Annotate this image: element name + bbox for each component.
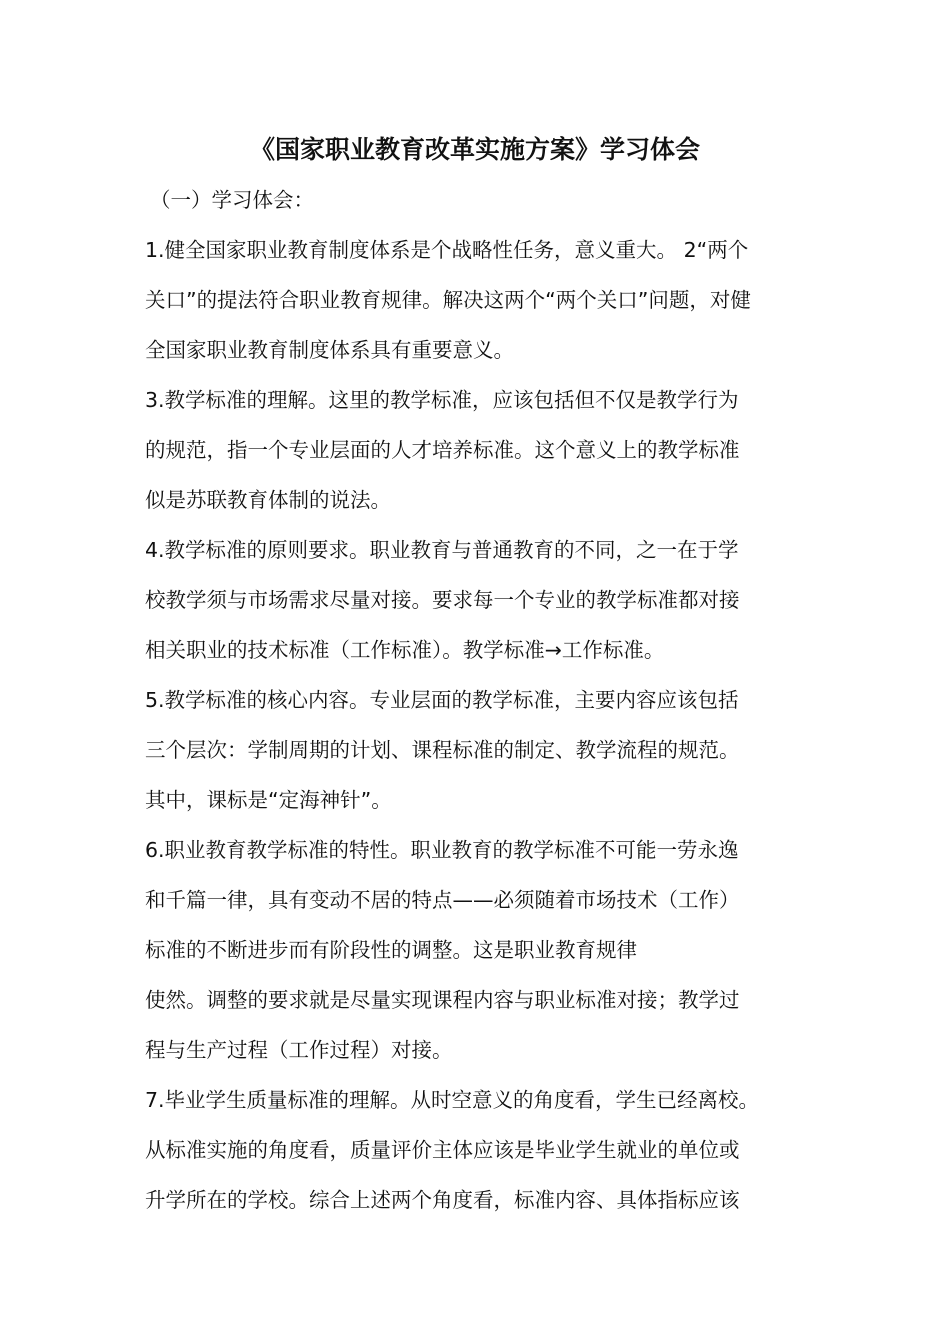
paragraph-line: 7.毕业学生质量标准的理解。从时空意义的角度看，学生已经离校。 xyxy=(145,1088,760,1112)
section-heading: （一）学习体会： xyxy=(150,188,314,212)
paragraph-line: 关口”的提法符合职业教育规律。解决这两个“两个关口”问题，对健 xyxy=(145,288,751,312)
document-title: 《国家职业教育改革实施方案》学习体会 xyxy=(249,135,700,164)
paragraph-line: 升学所在的学校。综合上述两个角度看，标准内容、具体指标应该 xyxy=(145,1188,740,1212)
paragraph-line: 全国家职业教育制度体系具有重要意义。 xyxy=(145,338,514,362)
paragraph-line: 从标准实施的角度看，质量评价主体应该是毕业学生就业的单位或 xyxy=(145,1138,740,1162)
paragraph-line: 三个层次：学制周期的计划、课程标准的制定、教学流程的规范。 xyxy=(145,738,740,762)
paragraph-line: 似是苏联教育体制的说法。 xyxy=(145,488,391,512)
paragraph-line: 6.职业教育教学标准的特性。职业教育的教学标准不可能一劳永逸 xyxy=(145,838,739,862)
paragraph-line: 和千篇一律，具有变动不居的特点——必须随着市场技术（工作） xyxy=(145,888,740,912)
paragraph-line: 使然。调整的要求就是尽量实现课程内容与职业标准对接；教学过 xyxy=(145,988,740,1012)
paragraph-line: 3.教学标准的理解。这里的教学标准，应该包括但不仅是教学行为 xyxy=(145,388,739,412)
paragraph-line: 4.教学标准的原则要求。职业教育与普通教育的不同，之一在于学 xyxy=(145,538,739,562)
paragraph-line: 1.健全国家职业教育制度体系是个战略性任务，意义重大。 2“两个 xyxy=(145,238,749,262)
paragraph-line: 校教学须与市场需求尽量对接。要求每一个专业的教学标准都对接 xyxy=(145,588,740,612)
paragraph-line: 程与生产过程（工作过程）对接。 xyxy=(145,1038,453,1062)
paragraph-line: 的规范，指一个专业层面的人才培养标准。这个意义上的教学标准 xyxy=(145,438,740,462)
paragraph-line: 5.教学标准的核心内容。专业层面的教学标准，主要内容应该包括 xyxy=(145,688,739,712)
paragraph-line: 相关职业的技术标准（工作标准）。教学标准→工作标准。 xyxy=(145,638,665,662)
paragraph-line: 标准的不断进步而有阶段性的调整。这是职业教育规律 xyxy=(145,938,637,962)
paragraph-line: 其中，课标是“定海神针”。 xyxy=(145,788,392,812)
